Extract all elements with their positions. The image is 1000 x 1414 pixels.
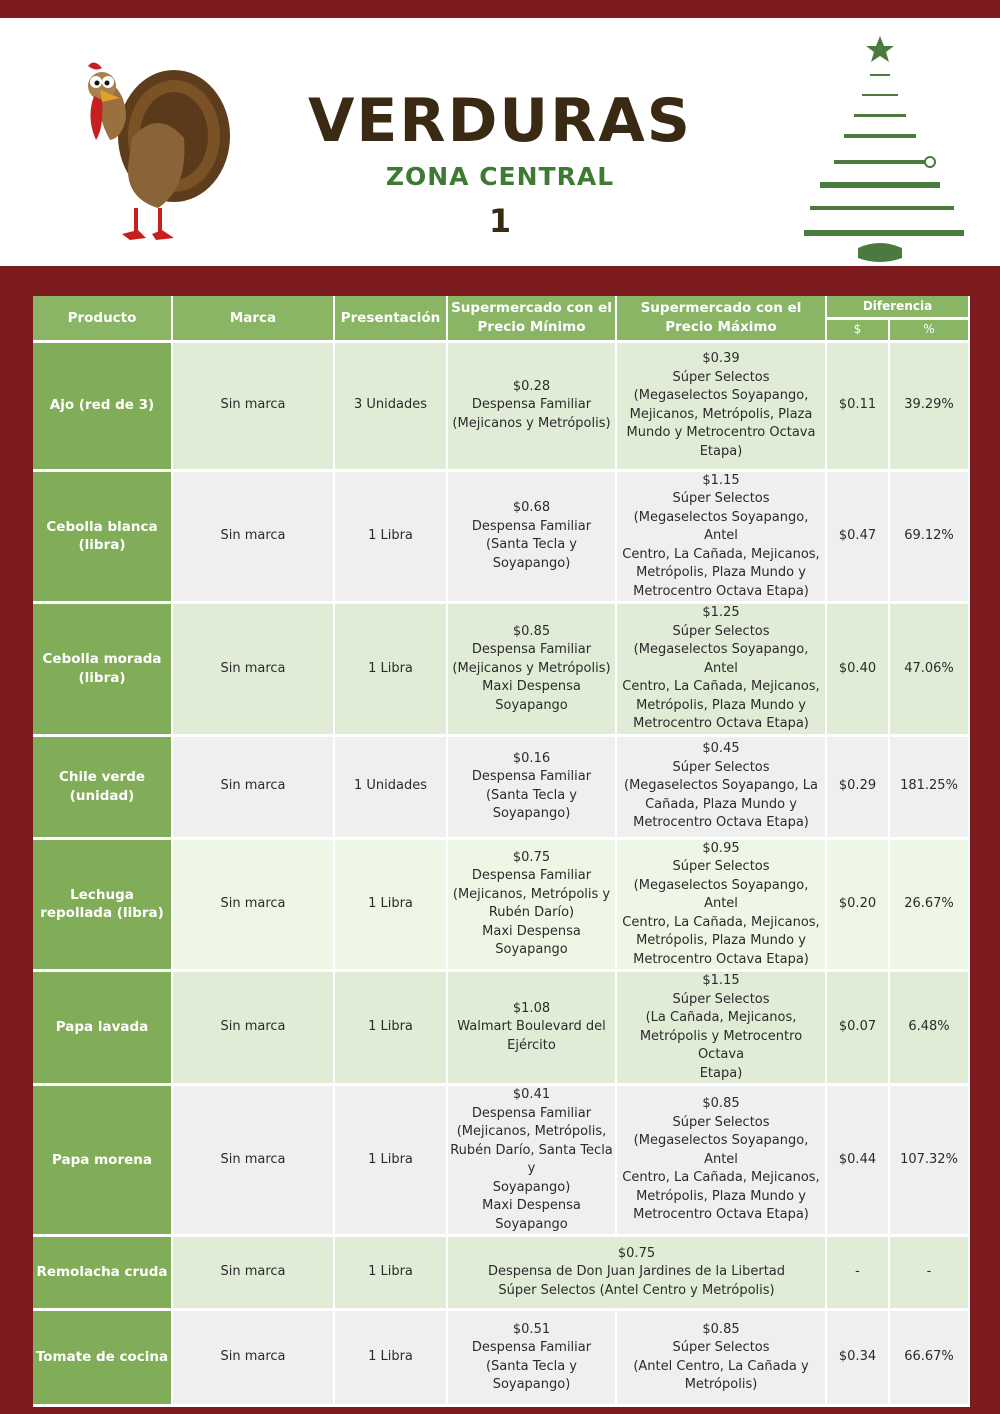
difference-dollar: $0.07 xyxy=(826,971,889,1085)
cell-line: Centro, La Cañada, Mejicanos, xyxy=(622,914,820,930)
cell-line: Metrocentro Octava Etapa) xyxy=(633,716,809,731)
min-price-cell xyxy=(447,603,616,736)
cell-line: Despensa Familiar xyxy=(471,868,592,884)
cell-line: (La Cañada, Mejicanos, xyxy=(645,1010,797,1025)
min-price-cell xyxy=(447,470,616,603)
col-header-precio-maximo: Supermercado con el Precio Máximo xyxy=(616,296,826,341)
product-name: Ajo (red de 3) xyxy=(33,341,172,470)
max-price-cell xyxy=(616,971,826,1085)
cell-line: Rubén Darío) xyxy=(488,905,575,921)
merged-price-cell xyxy=(447,1236,826,1310)
cell-line: (Antel Centro, La Cañada y xyxy=(633,1358,809,1374)
cell-line: Despensa de Don Juan Jardines de la Libertad xyxy=(487,1264,786,1280)
presentation: 1 Libra xyxy=(334,1085,447,1236)
cell-line: (Santa Tecla y Soyapango) xyxy=(485,1358,577,1392)
min-price-cell xyxy=(447,971,616,1085)
product-name: Cebolla blanca (libra) xyxy=(33,470,172,603)
min-price-cell xyxy=(447,1085,616,1236)
cell-line: Cañada, Plaza Mundo y xyxy=(645,796,797,812)
cell-line: (Megaselectos Soyapango, Antel xyxy=(633,509,809,543)
brand: Sin marca xyxy=(172,1310,334,1406)
cell-line: Despensa Familiar xyxy=(471,397,592,413)
cell-line: (Mejicanos, Metrópolis y xyxy=(452,886,611,902)
cell-line: Metrocentro Octava Etapa) xyxy=(633,583,809,599)
cell-line: Metrópolis, Plaza Mundo y xyxy=(636,697,806,713)
cell-line: Ejército xyxy=(507,1037,556,1053)
cell-line: Súper Selectos (Antel Centro y Metrópolis) xyxy=(498,1282,775,1298)
cell-line: Metrópolis, Plaza Mundo y xyxy=(636,1188,806,1204)
difference-percent: 47.06% xyxy=(889,603,969,736)
product-name: Papa morena xyxy=(33,1085,172,1236)
cell-line: $0.85 xyxy=(702,1321,740,1337)
difference-percent: 69.12% xyxy=(889,470,969,603)
max-price-cell xyxy=(616,1085,826,1236)
difference-dollar: $0.34 xyxy=(826,1310,889,1406)
product-name: Remolacha cruda xyxy=(33,1236,172,1310)
max-price-cell xyxy=(616,341,826,470)
difference-dollar: $0.44 xyxy=(826,1085,889,1236)
cell-line: Metrópolis) xyxy=(684,1377,758,1392)
min-price-cell xyxy=(447,1310,616,1406)
product-name: Papa lavada xyxy=(33,971,172,1085)
cell-line: Súper Selectos xyxy=(672,1114,770,1130)
cell-line: $1.15 xyxy=(702,973,740,988)
min-price-cell xyxy=(447,735,616,838)
table-row xyxy=(33,603,969,736)
table-row xyxy=(33,838,969,971)
brand: Sin marca xyxy=(172,603,334,736)
cell-line: Súper Selectos xyxy=(672,859,770,874)
difference-dollar: $0.20 xyxy=(826,838,889,971)
cell-line: (Mejicanos y Metrópolis) xyxy=(452,415,611,431)
table-row xyxy=(33,735,969,838)
cell-line: Súper Selectos xyxy=(672,623,770,639)
cell-line: Súper Selectos xyxy=(672,991,770,1007)
col-header-producto: Producto xyxy=(33,296,172,341)
cell-line: (Megaselectos Soyapango, xyxy=(633,388,809,403)
presentation: 1 Libra xyxy=(334,1310,447,1406)
cell-line: Despensa Familiar xyxy=(471,518,592,534)
col-header-porcentaje: % xyxy=(889,318,969,341)
col-header-marca: Marca xyxy=(172,296,334,341)
difference-percent: 66.67% xyxy=(889,1310,969,1406)
cell-line: Despensa Familiar xyxy=(471,642,592,657)
cell-line: (Megaselectos Soyapango, Antel xyxy=(633,877,809,911)
brand: Sin marca xyxy=(172,1085,334,1236)
cell-line: (Megaselectos Soyapango, Antel xyxy=(633,1133,809,1167)
presentation: 1 Libra xyxy=(334,603,447,736)
cell-line: Despensa Familiar xyxy=(471,1340,592,1355)
cell-line: (Megaselectos Soyapango, La xyxy=(624,778,818,794)
price-table xyxy=(33,296,970,1407)
product-name: Cebolla morada (libra) xyxy=(33,603,172,736)
cell-line: $0.68 xyxy=(512,500,551,516)
col-header-precio-minimo: Supermercado con el Precio Mínimo xyxy=(447,296,616,341)
max-price-cell xyxy=(616,735,826,838)
product-name: Lechuga repollada (libra) xyxy=(33,838,172,971)
cell-line: Metrópolis, Plaza Mundo y xyxy=(636,933,806,948)
difference-percent: 107.32% xyxy=(889,1085,969,1236)
page-number: 1 xyxy=(488,202,512,240)
presentation: 1 Libra xyxy=(334,1236,447,1310)
presentation: 3 Unidades xyxy=(334,341,447,470)
difference-dollar: - xyxy=(826,1236,889,1310)
cell-line: Despensa Familiar xyxy=(471,1105,592,1121)
cell-line: $0.85 xyxy=(702,1096,740,1112)
col-header-diferencia: Diferencia xyxy=(826,296,969,318)
table-row xyxy=(33,470,969,603)
presentation: 1 Libra xyxy=(334,971,447,1085)
page-header xyxy=(0,18,1000,266)
brand: Sin marca xyxy=(172,971,334,1085)
difference-percent: 181.25% xyxy=(889,735,969,838)
cell-line: Maxi Despensa Soyapango xyxy=(482,1198,581,1232)
brand: Sin marca xyxy=(172,470,334,603)
max-price-cell xyxy=(616,470,826,603)
cell-line: $1.15 xyxy=(702,472,740,488)
cell-line: Súper Selectos xyxy=(672,491,770,506)
difference-percent: 26.67% xyxy=(889,838,969,971)
max-price-cell xyxy=(616,1310,826,1406)
difference-percent: - xyxy=(889,1236,969,1310)
brand: Sin marca xyxy=(172,735,334,838)
page-subtitle: ZONA CENTRAL xyxy=(385,162,615,191)
cell-line: $0.45 xyxy=(702,741,740,757)
cell-line: $0.51 xyxy=(512,1321,551,1337)
cell-line: Mejicanos, Metrópolis, Plaza xyxy=(629,406,813,422)
cell-line: $0.39 xyxy=(702,351,740,366)
cell-line: Súper Selectos xyxy=(672,369,770,385)
cell-line: (Mejicanos y Metrópolis) xyxy=(452,660,611,676)
cell-line: (Santa Tecla y Soyapango) xyxy=(485,787,577,821)
cell-line: (Megaselectos Soyapango, Antel xyxy=(633,642,809,676)
cell-line: $1.08 xyxy=(512,1000,551,1016)
brand: Sin marca xyxy=(172,838,334,971)
cell-line: Metrocentro Octava Etapa) xyxy=(633,951,809,967)
cell-line: Metrocentro Octava Etapa) xyxy=(633,815,809,831)
cell-line: Walmart Boulevard del xyxy=(457,1019,606,1035)
table-row xyxy=(33,1310,969,1406)
col-header-dolar: $ xyxy=(826,318,889,341)
cell-line: Maxi Despensa Soyapango xyxy=(482,923,581,958)
presentation: 1 Unidades xyxy=(334,735,447,838)
table-row xyxy=(33,1236,969,1310)
difference-dollar: $0.47 xyxy=(826,470,889,603)
product-name: Tomate de cocina xyxy=(33,1310,172,1406)
col-header-presentacion: Presentación xyxy=(334,296,447,341)
page-title: VERDURAS xyxy=(308,86,692,156)
cell-line: (Santa Tecla y Soyapango) xyxy=(485,537,577,571)
min-price-cell xyxy=(447,838,616,971)
cell-line: $0.28 xyxy=(512,378,551,394)
table-row xyxy=(33,341,969,470)
cell-line: $0.41 xyxy=(512,1087,551,1102)
table-body xyxy=(33,341,969,1406)
difference-dollar: $0.40 xyxy=(826,603,889,736)
price-table-container xyxy=(33,296,969,1392)
brand: Sin marca xyxy=(172,341,334,470)
cell-line: Súper Selectos xyxy=(672,1340,770,1355)
difference-dollar: $0.11 xyxy=(826,341,889,470)
cell-line: Súper Selectos xyxy=(672,759,770,775)
cell-line: $0.75 xyxy=(617,1245,656,1261)
min-price-cell xyxy=(447,341,616,470)
cell-line: Etapa) xyxy=(699,443,743,459)
cell-line: Metrópolis y Metrocentro Octava xyxy=(639,1028,803,1062)
cell-line: $0.85 xyxy=(512,623,551,639)
cell-line: Etapa) xyxy=(699,1065,743,1081)
difference-percent: 39.29% xyxy=(889,341,969,470)
max-price-cell xyxy=(616,838,826,971)
cell-line: $1.25 xyxy=(702,605,740,620)
difference-dollar: $0.29 xyxy=(826,735,889,838)
kitchen-tree-icon xyxy=(790,26,975,266)
cell-line: Centro, La Cañada, Mejicanos, xyxy=(622,546,820,562)
cell-line: Soyapango) xyxy=(492,1179,571,1195)
max-price-cell xyxy=(616,603,826,736)
cell-line: $0.95 xyxy=(702,840,740,856)
cell-line: Centro, La Cañada, Mejicanos, xyxy=(622,679,820,694)
cell-line: Mundo y Metrocentro Octava xyxy=(626,425,816,440)
table-row xyxy=(33,1085,969,1236)
table-row xyxy=(33,971,969,1085)
product-name: Chile verde (unidad) xyxy=(33,735,172,838)
presentation: 1 Libra xyxy=(334,470,447,603)
cell-line: $0.75 xyxy=(512,849,551,865)
cell-line: Despensa Familiar xyxy=(471,769,592,784)
brand: Sin marca xyxy=(172,1236,334,1310)
cell-line: Metrocentro Octava Etapa) xyxy=(633,1207,809,1223)
difference-percent: 6.48% xyxy=(889,971,969,1085)
cell-line: Rubén Darío, Santa Tecla y xyxy=(450,1142,613,1176)
cell-line: Maxi Despensa Soyapango xyxy=(482,679,581,713)
cell-line: Metrópolis, Plaza Mundo y xyxy=(636,565,806,580)
cell-line: $0.16 xyxy=(512,750,551,766)
presentation: 1 Libra xyxy=(334,838,447,971)
cell-line: Centro, La Cañada, Mejicanos, xyxy=(622,1170,820,1186)
cell-line: (Mejicanos, Metrópolis, xyxy=(456,1124,607,1139)
